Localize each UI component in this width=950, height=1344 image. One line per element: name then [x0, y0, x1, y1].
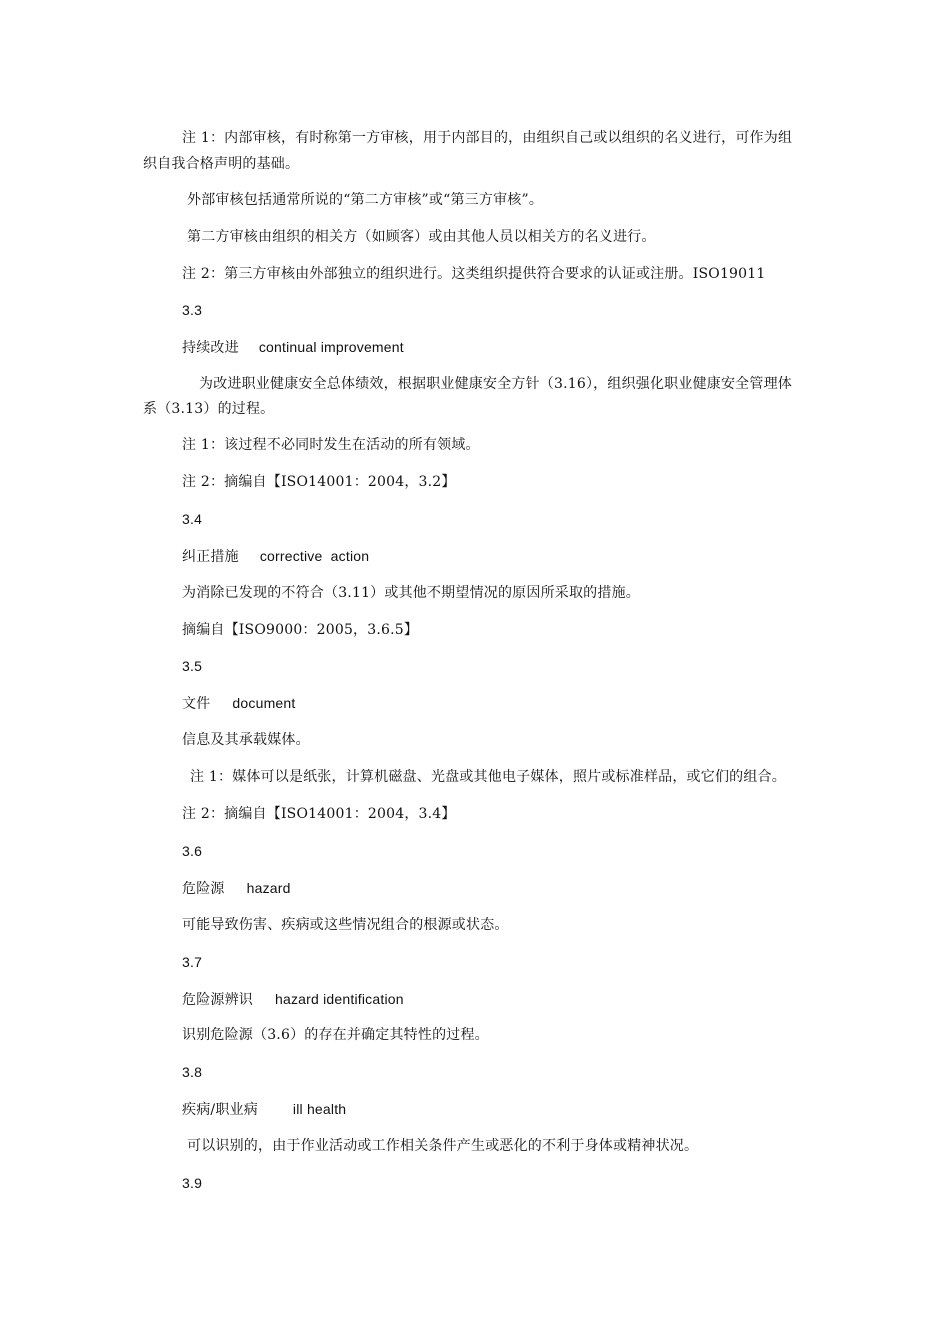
note1-internal-audit-line2: 织自我合格声明的基础。 [143, 156, 300, 172]
term-heading-3-4 [182, 547, 369, 566]
term-zh-3-3: 持续改进 [182, 340, 239, 356]
term-zh-3-7: 危险源辨识 [182, 992, 253, 1008]
term-en-3-6: hazard [246, 880, 291, 896]
second-party-audit-paragraph: 第二方审核由组织的相关方（如顾客）或由其他人员以相关方的名义进行。 [187, 229, 656, 245]
term-definition-3-4: 为消除已发现的不符合（3.11）或其他不期望情况的原因所采取的措施。 [182, 585, 640, 601]
term-heading-3-8 [182, 1100, 346, 1119]
term-number-3-7: 3.7 [182, 954, 203, 970]
term-definition-3-6: 可能导致伤害、疾病或这些情况组合的根源或状态。 [182, 917, 509, 933]
term-note2-3-3: 注 2：摘编自【ISO14001：2004，3.2】 [182, 474, 456, 490]
term-note-3-4: 摘编自【ISO9000：2005，3.6.5】 [182, 622, 419, 638]
term-number-3-9: 3.9 [182, 1175, 203, 1191]
term-number-3-3: 3.3 [182, 302, 203, 318]
term-heading-3-7 [182, 990, 404, 1009]
term-definition-3-3-line1: 为改进职业健康安全总体绩效，根据职业健康安全方针（3.16），组织强化职业健康安全管理体 [199, 376, 792, 392]
term-en-3-5: document [232, 695, 296, 711]
term-heading-3-5 [182, 694, 296, 713]
term-note1-3-5: 注 1：媒体可以是纸张，计算机磁盘、光盘或其他电子媒体，照片或标准样品，或它们的组合。 [190, 769, 786, 785]
term-note2-3-5: 注 2：摘编自【ISO14001：2004，3.4】 [182, 806, 456, 822]
term-heading-3-3 [182, 338, 404, 357]
term-definition-3-7: 识别危险源（3.6）的存在并确定其特性的过程。 [182, 1027, 489, 1043]
term-number-3-6: 3.6 [182, 843, 203, 859]
note1-internal-audit-line1: 注 1：内部审核，有时称第一方审核，用于内部目的，由组织自己或以组织的名义进行，可作为组 [182, 130, 793, 146]
term-number-3-5: 3.5 [182, 658, 203, 674]
term-en-3-4: corrective action [259, 548, 370, 564]
term-number-3-8: 3.8 [182, 1064, 203, 1080]
term-en-3-7: hazard identification [275, 991, 404, 1007]
note2-third-party-audit: 注 2：第三方审核由外部独立的组织进行。这类组织提供符合要求的认证或注册。ISO19011 [182, 266, 766, 282]
term-zh-3-8: 疾病/职业病 [182, 1102, 258, 1118]
term-definition-3-8: 可以识别的，由于作业活动或工作相关条件产生或恶化的不利于身体或精神状况。 [187, 1138, 699, 1154]
external-audit-paragraph: 外部审核包括通常所说的“第二方审核”或“第三方审核”。 [187, 192, 544, 208]
term-zh-3-5: 文件 [182, 696, 211, 712]
term-definition-3-3-line2: 系（3.13）的过程。 [143, 401, 275, 417]
term-zh-3-4: 纠正措施 [182, 549, 239, 565]
term-heading-3-6 [182, 879, 291, 898]
term-definition-3-5: 信息及其承载媒体。 [182, 732, 310, 748]
term-note1-3-3: 注 1：该过程不必同时发生在活动的所有领域。 [182, 437, 480, 453]
term-en-3-8: ill health [292, 1101, 347, 1117]
term-number-3-4: 3.4 [182, 511, 203, 527]
term-zh-3-6: 危险源 [182, 881, 225, 897]
term-en-3-3: continual improvement [258, 339, 404, 355]
